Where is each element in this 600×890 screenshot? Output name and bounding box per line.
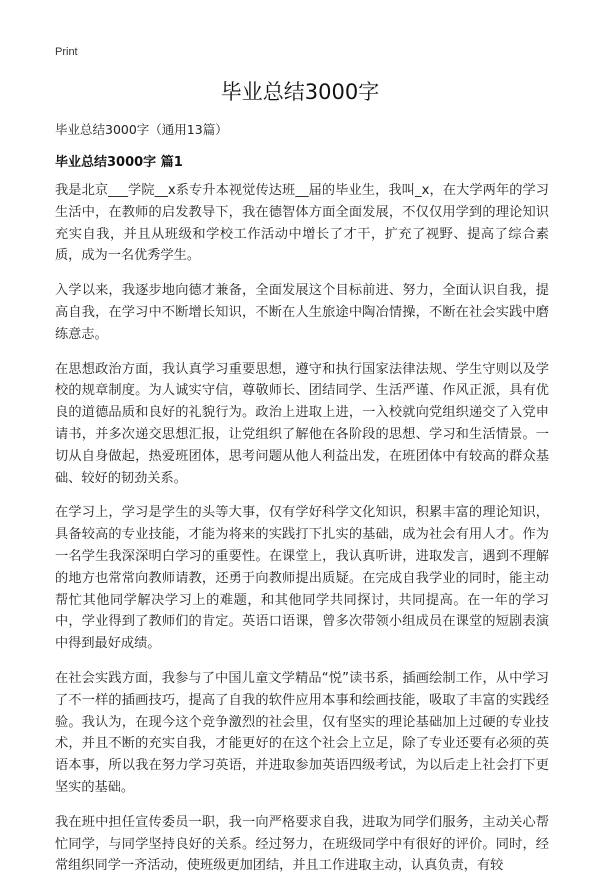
paragraph-2: 入学以来，我逐步地向德才兼备，全面发展这个目标前进、努力，全面认识自我，提高自我，在学习中不断增长知识，不断在人生旅途中陶冶情操，不断在社会实践中磨练意志。: [55, 283, 549, 342]
document-title: 毕业总结3000字: [220, 80, 380, 104]
section-heading: 毕业总结3000字 篇1: [55, 155, 183, 170]
paragraph-6: 我在班中担任宣传委员一职，我一向严格要求自我，进取为同学们服务，主动关心帮忙同学，与同学坚持良好的关系。经过努力，在班级同学中有很好的评价。同时，经常组织同学一齐活动，使班级更加团结，并且工作进取主动，认真负责，有较: [55, 814, 549, 874]
document-body: [55, 180, 549, 890]
document-subtitle: 毕业总结3000字（通用13篇）: [55, 122, 228, 137]
paragraph-1: 我是北京___学院__x系专升本视觉传达班__届的毕业生，我叫_x，在大学两年的学习生活中，在教师的启发教导下，我在德智体方面全面发展，不仅仅用学到的理论知识充实自我，并且从班级和学校工作活动中增长了才干，扩充了视野、提高了综合素质，成为一名优秀学生。: [55, 183, 549, 264]
paragraph-5: 在社会实践方面，我参与了中国儿童文学精品“悦”读书系，插画绘制工作，从中学习了不一样的插画技巧，提高了自我的软件应用本事和绘画技能，吸取了丰富的实践经验。我认为，在现今这个竞争激烈的社会里，仅有坚实的理论基础加上过硬的专业技术，并且不断的充实自我，才能更好的在这个社会上立足，除了专业还要有必须的英语本事，所以我在努力学习英语，并进取参加英语四级考试，为以后走上社会打下更坚实的基础。: [55, 670, 549, 795]
print-label: Print: [55, 46, 78, 58]
paragraph-3: 在思想政治方面，我认真学习重要思想，遵守和执行国家法律法规、学生守则以及学校的规章制度。为人诚实守信，尊敬师长、团结同学、生活严谨、作风正派，具有优良的道德品质和良好的礼貌行为。政治上进取上进，一入校就向党组织递交了入党申请书，并多次递交思想汇报，让党组织了解他在各阶段的思想、学习和生活情景。一切从自身做起，热爱班团体，思考问题从他人利益出发，在班团体中有较高的群众基础、较好的韧劲关系。: [55, 361, 549, 486]
paragraph-4: 在学习上，学习是学生的头等大事，仅有学好科学文化知识，积累丰富的理论知识，具备较高的专业技能，才能为将来的实践打下扎实的基础，成为社会有用人才。作为一名学生我深深明白学习的重要性。在课堂上，我认真听讲，进取发言，遇到不理解的地方也常常向教师请教，还勇于向教师提出质疑。在完成自我学业的同时，能主动帮忙其他同学解决学习上的难题，和其他同学共同探讨，共同提高。在一年的学习中，学业得到了教师们的肯定。英语口语课，曾多次带领小组成员在课堂的短剧表演中得到最好成绩。: [55, 505, 549, 652]
